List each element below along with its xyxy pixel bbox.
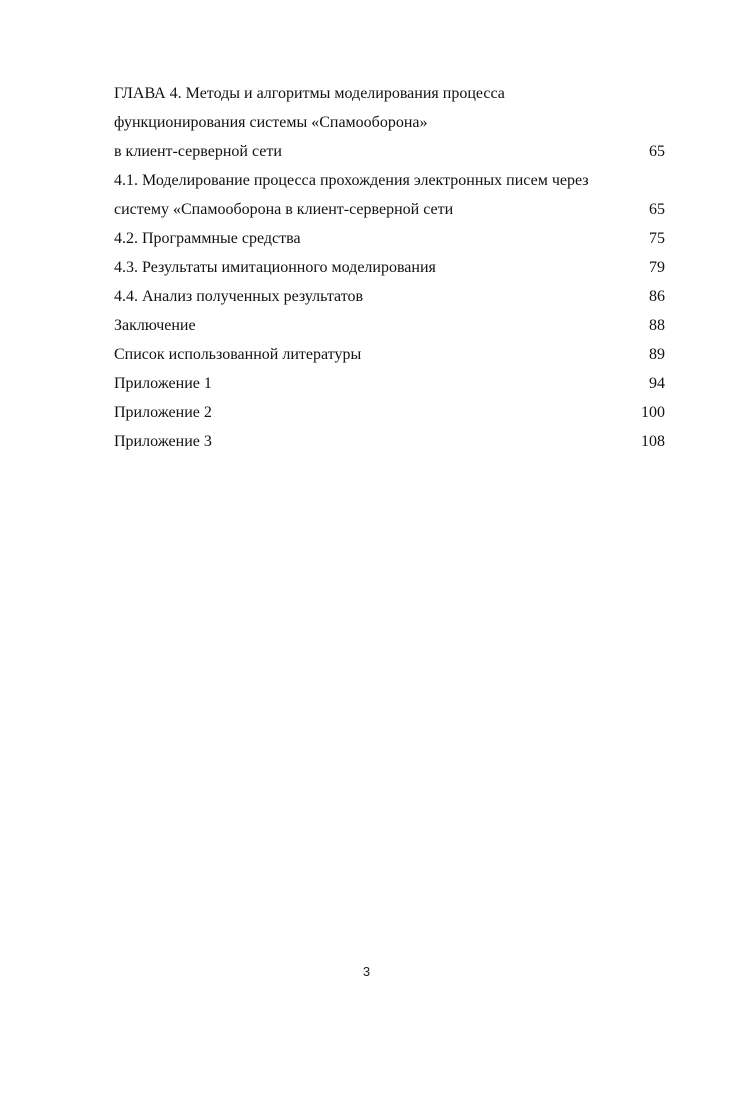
toc-entry-text: систему «Спамооборона в клиент-серверной сети [114,201,454,218]
toc-line-section-4-3 [114,253,665,282]
toc-entry-page: 86 [649,288,665,305]
toc-entry-page: 89 [649,346,665,363]
toc-entry-page: 100 [641,404,665,421]
toc-line-chapter-4-title-2 [114,108,665,137]
toc-entry-text: Заключение [114,317,196,334]
toc-entry-text: Приложение 1 [114,375,212,392]
toc-entry-text: 4.1. Моделирование процесса прохождения электронных писем через [114,172,589,189]
toc-line-chapter-4-title-1 [114,79,665,108]
toc-entry-page: 65 [649,201,665,218]
toc-entry-text: функционирования системы «Спамооборона» [114,114,428,131]
toc-entry-page: 65 [649,143,665,160]
toc-line-section-4-2 [114,224,665,253]
toc-line-appendix-2 [114,398,665,427]
toc-entry-page: 88 [649,317,665,334]
toc-entry-text: 4.4. Анализ полученных результатов [114,288,364,305]
toc-line-section-4-1-part-2 [114,195,665,224]
toc-line-appendix-3 [114,427,665,456]
toc-entry-text: 4.2. Программные средства [114,230,301,247]
toc-line-section-4-1-part-1 [114,166,665,195]
toc-entry-text: 4.3. Результаты имитационного моделирования [114,259,436,276]
toc-entry-text: в клиент-серверной сети [114,143,282,160]
table-of-contents [114,79,665,456]
toc-entry-text: Приложение 3 [114,433,212,450]
toc-line-appendix-1 [114,369,665,398]
toc-line-chapter-4-title-3 [114,137,665,166]
toc-line-bibliography [114,340,665,369]
toc-entry-page: 75 [649,230,665,247]
toc-entry-text: ГЛАВА 4. Методы и алгоритмы моделирования процесса [114,85,505,102]
toc-line-section-4-4 [114,282,665,311]
toc-entry-text: Приложение 2 [114,404,212,421]
page-number: 3 [362,964,371,979]
toc-entry-page: 108 [641,433,665,450]
toc-entry-text: Список использованной литературы [114,346,362,363]
toc-line-conclusion [114,311,665,340]
toc-entry-page: 79 [649,259,665,276]
toc-entry-page: 94 [649,375,665,392]
